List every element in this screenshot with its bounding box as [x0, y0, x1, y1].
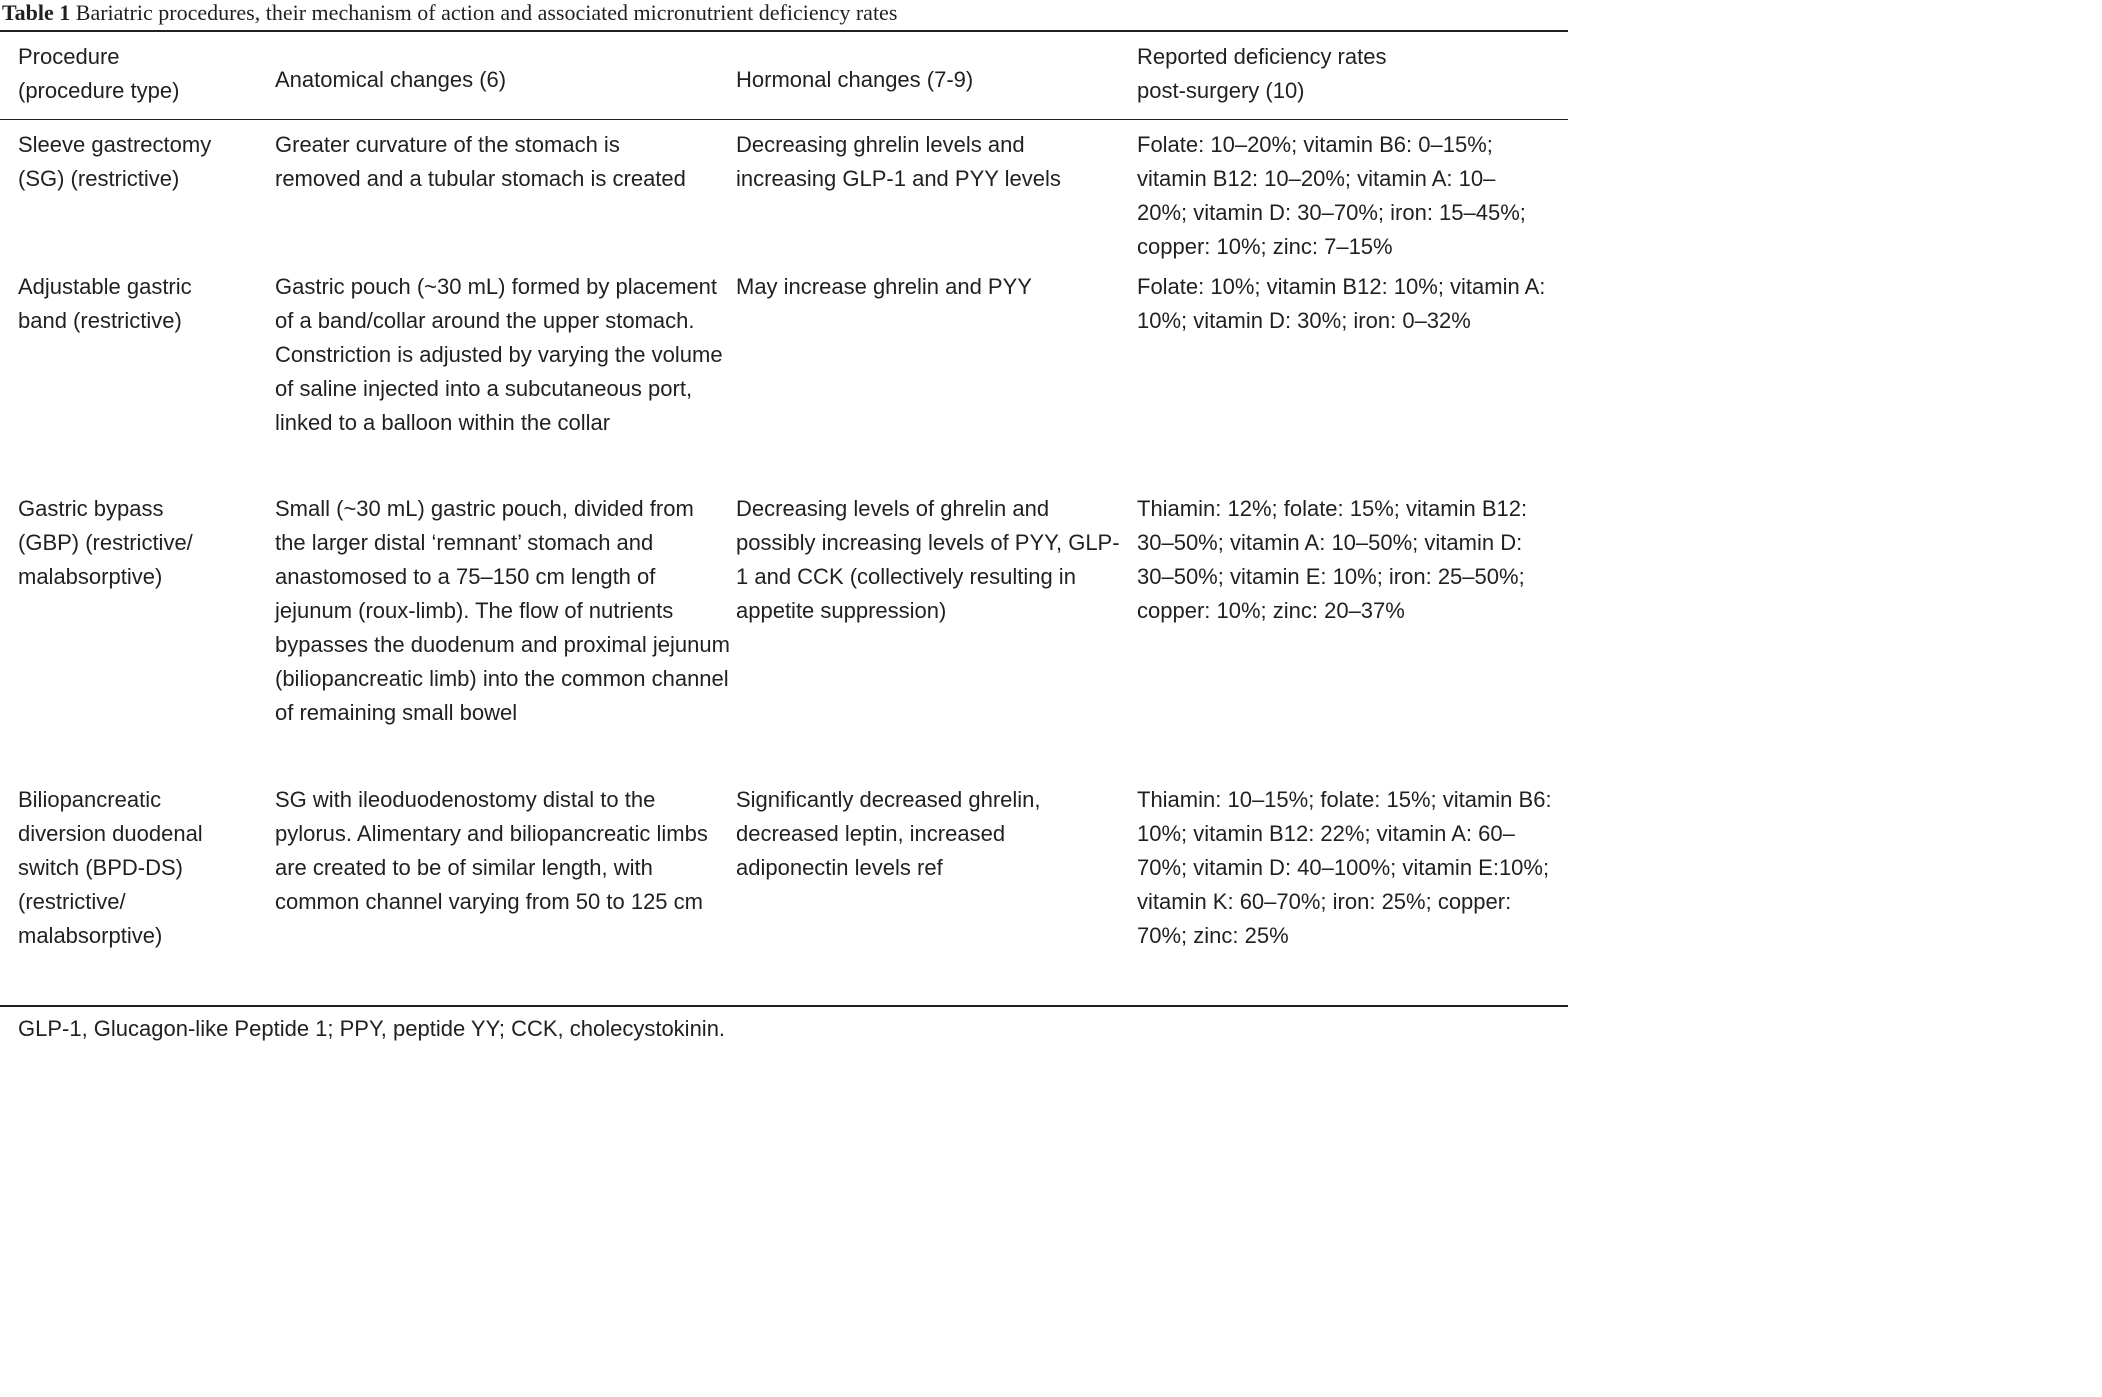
procedure-cell: Gastric bypass (GBP) (restrictive/ malabsorptive) [18, 496, 193, 589]
column-header-deficiency: Reported deficiency rates post-surgery (10) [1137, 44, 1387, 103]
table-header-row [0, 40, 1568, 119]
procedure-cell: Adjustable gastric band (restrictive) [18, 274, 192, 333]
hormonal-cell: Decreasing ghrelin levels and increasing GLP-1 and PYY levels [736, 132, 1061, 191]
table-row [0, 264, 1568, 486]
table-caption-label: Table 1 [2, 0, 71, 25]
hormonal-cell: Significantly decreased ghrelin, decreased leptin, increased adiponectin levels ref [736, 787, 1041, 880]
column-header-anatomical: Anatomical changes (6) [275, 66, 507, 92]
procedure-cell: Sleeve gastrectomy (SG) (restrictive) [18, 132, 212, 191]
hormonal-cell: Decreasing levels of ghrelin and possibly increasing levels of PYY, GLP-1 and CCK (collectively resulting in appetite suppression) [736, 496, 1120, 623]
procedure-cell: Biliopancreatic diversion duodenal switch (BPD-DS) (restrictive/ malabsorptive) [18, 787, 203, 948]
table-caption-text: Bariatric procedures, their mechanism of action and associated micronutrient deficiency rates [75, 0, 898, 25]
table-row [0, 486, 1568, 777]
table-bottom-rule [0, 1005, 1568, 1007]
deficiency-cell: Thiamin: 12%; folate: 15%; vitamin B12: 30–50%; vitamin A: 10–50%; vitamin D: 30–50%; vitamin E: 10%; iron: 25–50%; copper: 10%; zinc: 20–37% [1137, 496, 1528, 623]
anatomical-cell: SG with ileoduodenostomy distal to the pylorus. Alimentary and biliopancreatic limbs are created to be of similar length, with common channel varying from 50 to 125 cm [275, 787, 708, 914]
column-header-procedure: Procedure (procedure type) [18, 44, 180, 103]
deficiency-cell: Thiamin: 10–15%; folate: 15%; vitamin B6: 10%; vitamin B12: 22%; vitamin A: 60–70%; vitamin D: 40–100%; vitamin E:10%; vitamin K: 60–70%; iron: 25%; copper: 70%; zinc: 25% [1137, 787, 1552, 948]
table-row [0, 119, 1568, 264]
procedures-table [0, 40, 1568, 987]
deficiency-cell: Folate: 10–20%; vitamin B6: 0–15%; vitamin B12: 10–20%; vitamin A: 10–20%; vitamin D: 30–70%; iron: 15–45%; copper: 10%; zinc: 7–15% [1137, 132, 1526, 259]
table-caption [2, 0, 897, 28]
anatomical-cell: Small (~30 mL) gastric pouch, divided from the larger distal ‘remnant’ stomach and anastomosed to a 75–150 cm length of jejunum (roux-limb). The flow of nutrients bypasses the duodenum and proximal jejunum (biliopancreatic limb) into the common channel of remaining small bowel [275, 496, 730, 725]
table-footnote: GLP-1, Glucagon-like Peptide 1; PPY, peptide YY; CCK, cholecystokinin. [18, 1016, 726, 1041]
table-row [0, 777, 1568, 987]
column-header-hormonal: Hormonal changes (7-9) [736, 66, 974, 92]
anatomical-cell: Gastric pouch (~30 mL) formed by placement of a band/collar around the upper stomach. Constriction is adjusted by varying the volume of saline injected into a subcutaneous port, linked to a balloon within the collar [275, 274, 723, 435]
anatomical-cell: Greater curvature of the stomach is removed and a tubular stomach is created [275, 132, 686, 191]
deficiency-cell: Folate: 10%; vitamin B12: 10%; vitamin A: 10%; vitamin D: 30%; iron: 0–32% [1137, 274, 1546, 333]
hormonal-cell: May increase ghrelin and PYY [736, 274, 1032, 299]
table-top-rule [0, 30, 1568, 32]
